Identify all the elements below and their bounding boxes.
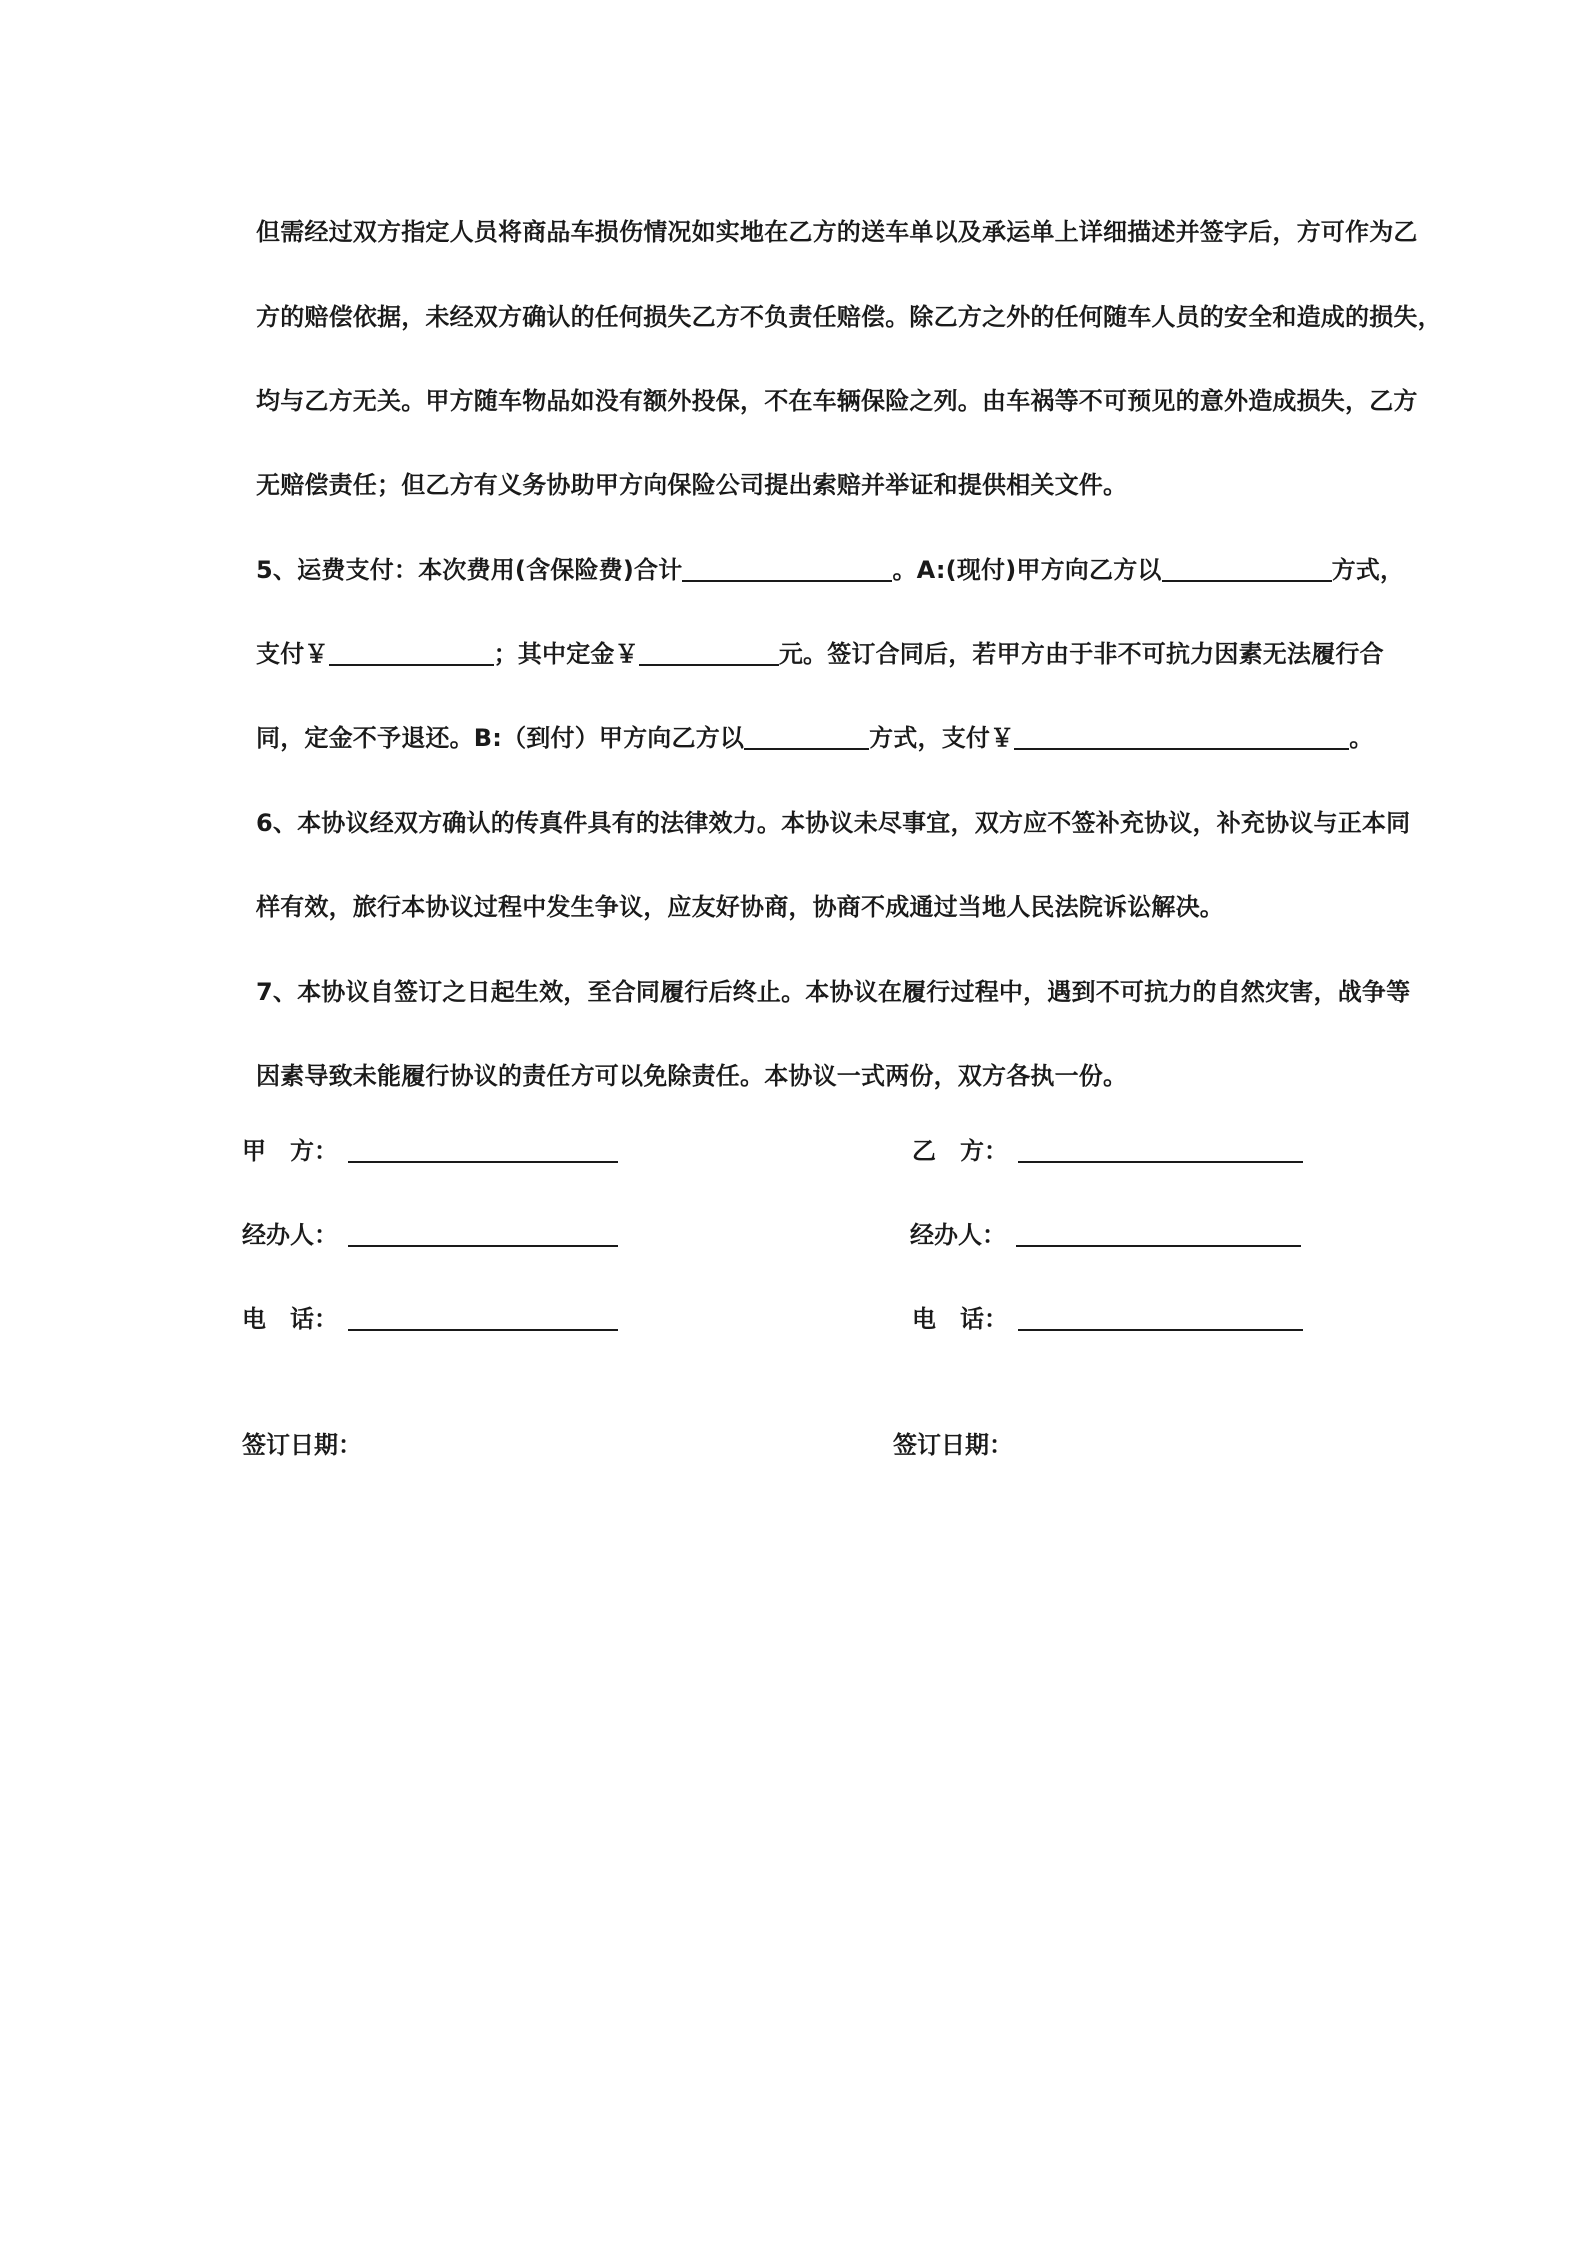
clause-text: 。 xyxy=(1349,724,1374,752)
agent-a-label: 经办人： xyxy=(242,1221,338,1249)
clause-5-line-3 xyxy=(256,723,1374,753)
phone-a-blank[interactable] xyxy=(348,1305,618,1331)
clause-text: 。A:(现付)甲方向乙方以 xyxy=(892,556,1162,584)
agent-b-blank[interactable] xyxy=(1016,1221,1301,1247)
agent-a-blank[interactable] xyxy=(348,1221,618,1247)
clause-text: 同，定金不予退还。B:（到付）甲方向乙方以 xyxy=(256,724,745,752)
clause-7-line: 因素导致未能履行协议的责任方可以免除责任。本协议一式两份，双方各执一份。 xyxy=(256,1062,1128,1090)
clause-7-line: 7、本协议自签订之日起生效，至合同履行后终止。本协议在履行过程中，遇到不可抗力的自然灾害，战争等 xyxy=(256,978,1411,1006)
date-b-label: 签订日期： xyxy=(893,1431,1013,1459)
agent-b-field xyxy=(910,1220,1301,1250)
fill-blank-deposit[interactable] xyxy=(639,640,779,666)
agent-b-label: 经办人： xyxy=(910,1221,1006,1249)
clause-text: ；其中定金￥ xyxy=(493,640,639,668)
clause-text: 方式， xyxy=(1331,556,1405,584)
fill-blank-method[interactable] xyxy=(1162,556,1332,582)
fill-blank-cod-amount[interactable] xyxy=(1014,724,1349,750)
phone-b-label: 电 话： xyxy=(912,1305,1008,1333)
phone-a-label: 电 话： xyxy=(242,1305,338,1333)
phone-a-field xyxy=(242,1304,618,1334)
fill-blank-total[interactable] xyxy=(682,556,892,582)
clause-5-line-2 xyxy=(256,639,1384,669)
clause-text: 元。签订合同后，若甲方由于非不可抗力因素无法履行合 xyxy=(778,640,1384,668)
agent-a-field xyxy=(242,1220,618,1250)
party-a-label: 甲 方： xyxy=(242,1137,338,1165)
party-b-label: 乙 方： xyxy=(912,1137,1008,1165)
party-a-field xyxy=(242,1136,618,1166)
party-a-blank[interactable] xyxy=(348,1137,618,1163)
clause-text: 5、运费支付：本次费用(含保险费)合计 xyxy=(256,556,683,584)
phone-b-blank[interactable] xyxy=(1018,1305,1303,1331)
paragraph-line: 但需经过双方指定人员将商品车损伤情况如实地在乙方的送车单以及承运单上详细描述并签字后，方可作为乙 xyxy=(256,218,1418,246)
paragraph-line: 方的赔偿依据，未经双方确认的任何损失乙方不负责任赔偿。除乙方之外的任何随车人员的安全和造成的损失， xyxy=(256,303,1442,331)
clause-5-line-1 xyxy=(256,555,1405,585)
date-a-label: 签订日期： xyxy=(242,1431,362,1459)
fill-blank-payment[interactable] xyxy=(329,640,494,666)
fill-blank-cod-method[interactable] xyxy=(744,724,869,750)
clause-text: 方式，支付￥ xyxy=(869,724,1015,752)
party-b-field xyxy=(912,1136,1303,1166)
clause-6-line: 6、本协议经双方确认的传真件具有的法律效力。本协议未尽事宜，双方应不签补充协议，补充协议与正本同 xyxy=(256,809,1411,837)
clause-6-line: 样有效，旅行本协议过程中发生争议，应友好协商，协商不成通过当地人民法院诉讼解决。 xyxy=(256,893,1224,921)
party-b-blank[interactable] xyxy=(1018,1137,1303,1163)
paragraph-line: 无赔偿责任；但乙方有义务协助甲方向保险公司提出索赔并举证和提供相关文件。 xyxy=(256,471,1128,499)
clause-text: 支付￥ xyxy=(256,640,329,668)
phone-b-field xyxy=(912,1304,1303,1334)
paragraph-line: 均与乙方无关。甲方随车物品如没有额外投保，不在车辆保险之列。由车祸等不可预见的意外造成损失，乙方 xyxy=(256,387,1418,415)
